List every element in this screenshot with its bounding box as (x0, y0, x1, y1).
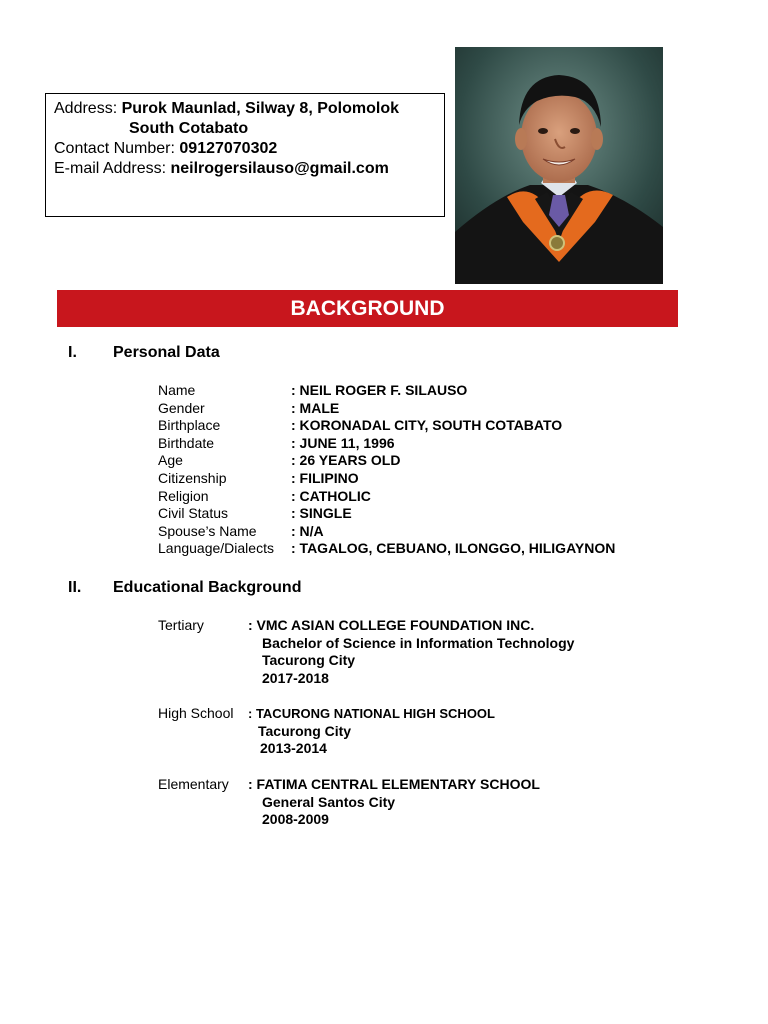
education-detail: 2017-2018 (262, 669, 329, 686)
field-value: : KORONADAL CITY, SOUTH COTABATO (291, 417, 563, 434)
address-value: Purok Maunlad, Silway 8, Polomolok (121, 100, 399, 117)
field-label: Birthplace (158, 417, 221, 434)
field-label: Citizenship (158, 469, 227, 486)
field-value: : JUNE 11, 1996 (291, 434, 395, 451)
education-elementary (158, 776, 540, 829)
field-value: : N/A (291, 522, 324, 539)
school-name: : TACURONG NATIONAL HIGH SCHOOL (248, 706, 495, 721)
section-number: I. (68, 344, 77, 361)
education-row (158, 776, 540, 794)
field-label: Age (158, 452, 183, 469)
address-line-2 (54, 119, 444, 139)
contact-number-label: Contact Number: (54, 140, 180, 157)
address-label: Address: (54, 100, 122, 117)
education-detail: 2008-2009 (262, 811, 329, 827)
contact-box (45, 93, 445, 217)
profile-photo (455, 47, 663, 284)
field-label: Language/Dialects (158, 540, 274, 557)
education-highschool (158, 705, 495, 758)
field-label: Birthdate (158, 434, 215, 451)
background-banner: BACKGROUND (57, 290, 678, 327)
field-value: : TAGALOG, CEBUANO, ILONGGO, HILIGAYNON (291, 540, 616, 557)
field-value: : NEIL ROGER F. SILAUSO (291, 382, 468, 398)
education-level: High School (158, 705, 234, 721)
personal-row (158, 417, 615, 435)
field-value: : FILIPINO (291, 469, 359, 486)
field-value: : CATHOLIC (291, 487, 371, 504)
personal-row (158, 452, 615, 470)
personal-row (158, 505, 615, 523)
education-detail: 2013-2014 (260, 740, 327, 756)
education-row (158, 617, 574, 635)
section-title: Personal Data (113, 344, 220, 361)
school-name: : FATIMA CENTRAL ELEMENTARY SCHOOL (248, 776, 540, 792)
section-title: Educational Background (113, 579, 302, 596)
address-value-2: South Cotabato (129, 120, 249, 137)
education-detail: General Santos City (262, 793, 396, 810)
field-value: : SINGLE (291, 505, 352, 522)
email-label: E-mail Address: (54, 160, 171, 177)
field-value: : MALE (291, 399, 340, 416)
personal-row (158, 523, 615, 541)
field-label: Gender (158, 399, 205, 416)
personal-row (158, 540, 615, 558)
personal-data-heading (68, 344, 220, 362)
personal-data-list (158, 382, 615, 558)
section-number: II. (68, 579, 82, 596)
school-name: : VMC ASIAN COLLEGE FOUNDATION INC. (248, 617, 535, 633)
field-label: Religion (158, 487, 209, 504)
education-level: Tertiary (158, 617, 204, 633)
education-level: Elementary (158, 776, 229, 792)
field-label: Name (158, 382, 196, 398)
personal-row (158, 382, 615, 400)
education-detail: Bachelor of Science in Information Technology (262, 634, 575, 651)
field-label: Civil Status (158, 505, 229, 522)
contact-number-line (54, 139, 444, 159)
education-row (158, 705, 495, 723)
contact-number-value: 09127070302 (179, 140, 278, 157)
education-detail: Tacurong City (258, 722, 352, 739)
email-line (54, 159, 444, 179)
education-tertiary (158, 617, 574, 687)
field-label: Spouse’s Name (158, 522, 257, 539)
personal-row (158, 488, 615, 506)
personal-row (158, 435, 615, 453)
personal-row (158, 400, 615, 418)
personal-row (158, 470, 615, 488)
education-detail: Tacurong City (262, 652, 356, 668)
field-value: : 26 YEARS OLD (291, 452, 401, 469)
address-line (54, 99, 444, 119)
email-value: neilrogersilauso@gmail.com (170, 160, 389, 177)
education-heading (68, 579, 301, 597)
